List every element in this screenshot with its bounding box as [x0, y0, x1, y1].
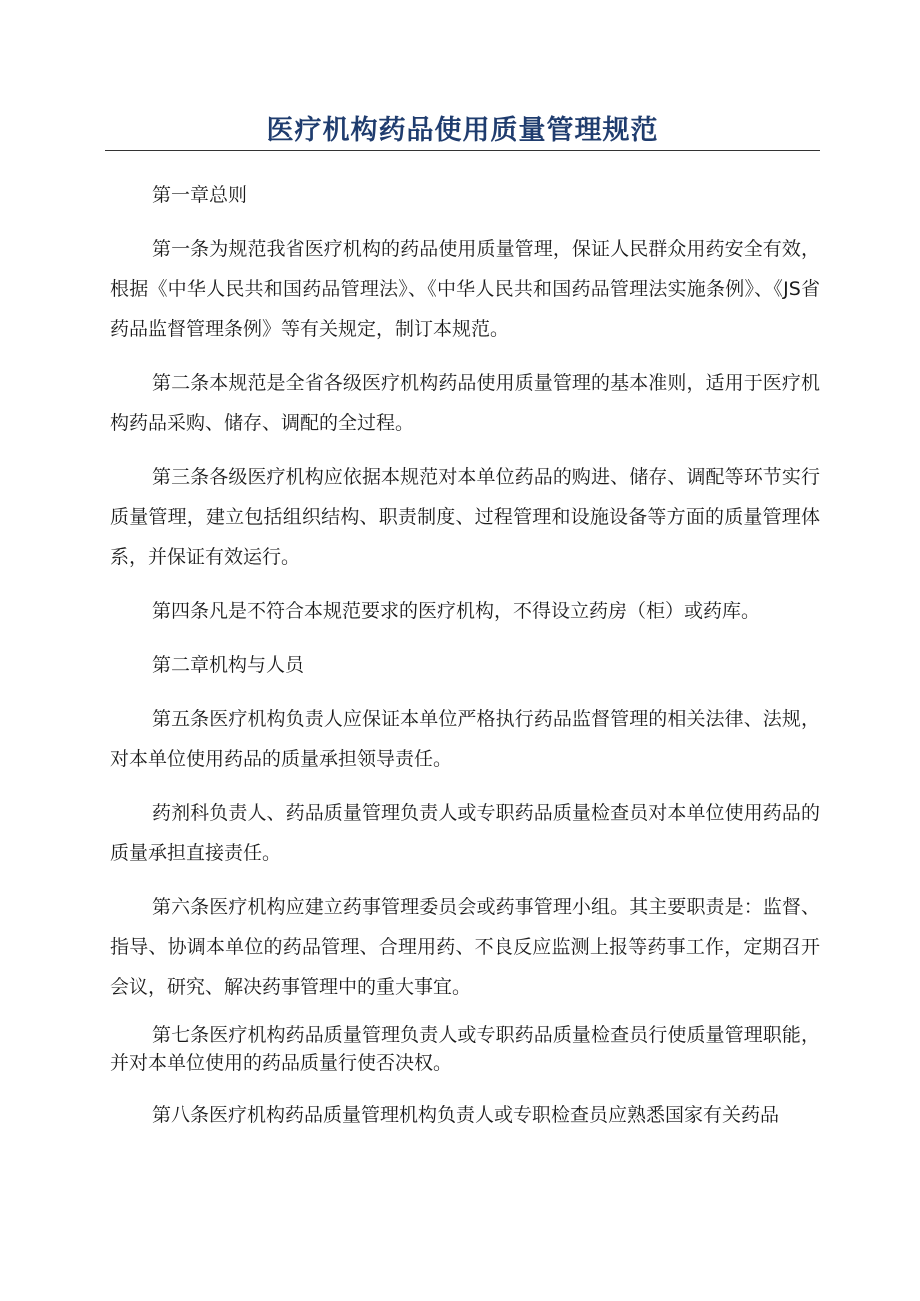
chapter-heading-1: 第一章总则: [152, 184, 248, 206]
document-title: 医疗机构药品使用质量管理规范: [266, 115, 659, 146]
article-5-paragraph-2: 药剂科负责人、药品质量管理负责人或专职药品质量检查员对本单位使用药品的质量承担直接责任。: [110, 802, 820, 864]
article-4: 第四条凡是不符合本规范要求的医疗机构，不得设立药房（柜）或药库。: [152, 600, 761, 622]
document-body: [110, 175, 820, 1149]
article-3: 第三条各级医疗机构应依据本规范对本单位药品的购进、储存、调配等环节实行质量管理，建立包括组织结构、职责制度、过程管理和设施设备等方面的质量管理体系，并保证有效运行。: [110, 466, 820, 568]
article-2: 第二条本规范是全省各级医疗机构药品使用质量管理的基本准则，适用于医疗机构药品采购、储存、调配的全过程。: [110, 372, 820, 434]
title-divider: [105, 150, 820, 151]
article-7: 第七条医疗机构药品质量管理负责人或专职药品质量检查员行使质量管理职能，并对本单位使用的药品质量行使否决权。: [110, 1024, 820, 1074]
article-6: 第六条医疗机构应建立药事管理委员会或药事管理小组。其主要职责是：监督、指导、协调本单位的药品管理、合理用药、不良反应监测上报等药事工作，定期召开会议，研究、解决药事管理中的重大事宜。: [110, 896, 820, 998]
chapter-heading-2: 第二章机构与人员: [152, 654, 305, 676]
article-1: 第一条为规范我省医疗机构的药品使用质量管理，保证人民群众用药安全有效，根据《中华人民共和国药品管理法》、《中华人民共和国药品管理法实施条例》、《JS省药品监督管理条例》等有关规定，制订本规范。: [110, 238, 820, 340]
article-8: 第八条医疗机构药品质量管理机构负责人或专职检查员应熟悉国家有关药品: [152, 1104, 780, 1126]
article-5: 第五条医疗机构负责人应保证本单位严格执行药品监督管理的相关法律、法规，对本单位使用药品的质量承担领导责任。: [110, 708, 820, 770]
